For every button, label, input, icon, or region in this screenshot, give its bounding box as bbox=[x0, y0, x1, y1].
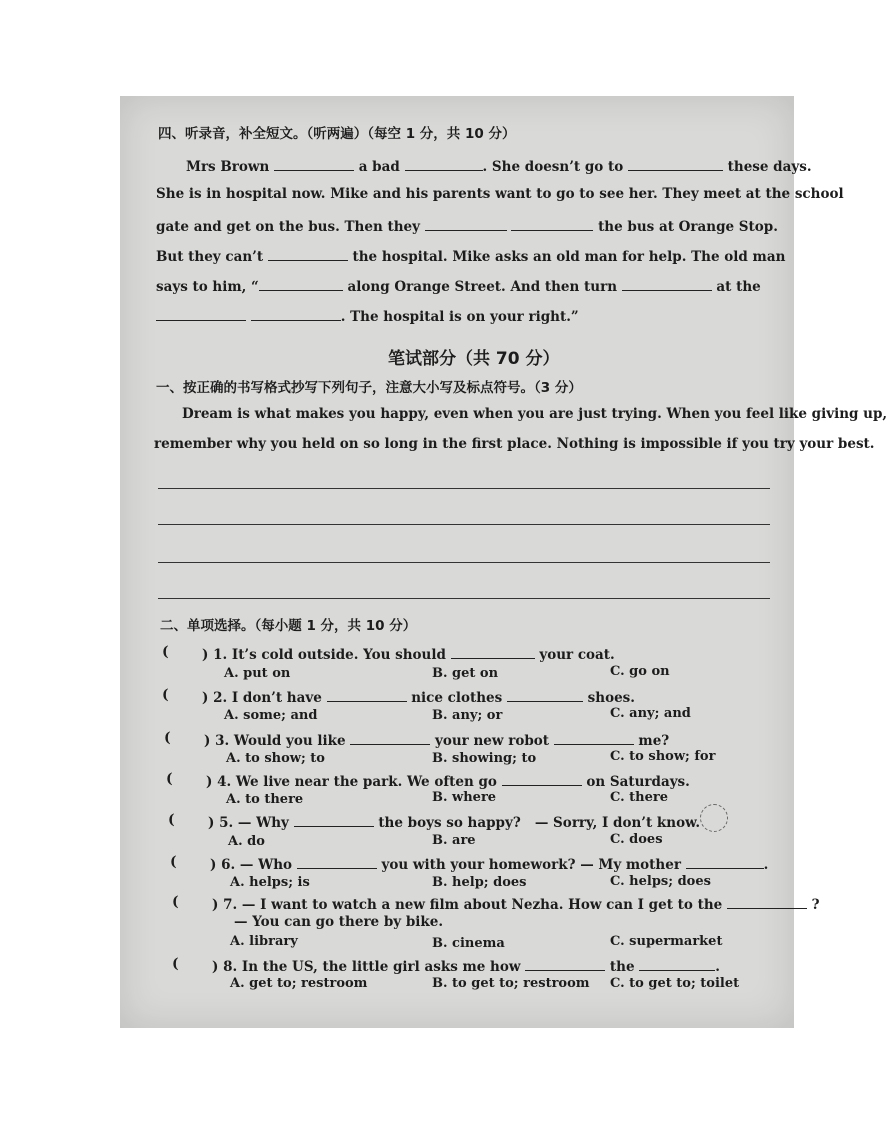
q8-option-a: A. get to; restroom bbox=[230, 976, 368, 991]
question-3: ) 3. Would you like your new robot me? bbox=[204, 730, 669, 749]
answer-blank bbox=[639, 956, 715, 971]
listening-line-6: . The hospital is on your right.” bbox=[156, 306, 579, 325]
answer-blank bbox=[451, 644, 535, 659]
q1-option-b: B. get on bbox=[432, 666, 499, 681]
q6-option-b: B. help; does bbox=[432, 875, 527, 890]
answer-blank bbox=[554, 730, 634, 745]
answer-blank[interactable] bbox=[405, 156, 483, 171]
listening-heading: 四、听录音，补全短文。（听两遍）（每空 1 分，共 10 分） bbox=[158, 126, 516, 142]
listening-line-2: She is in hospital now. Mike and his parents want to go to see her. They meet at the school bbox=[156, 186, 844, 202]
q2-option-c: C. any; and bbox=[610, 706, 691, 721]
answer-blank[interactable] bbox=[259, 276, 343, 291]
mc-heading: 二、单项选择。（每小题 1 分，共 10 分） bbox=[160, 618, 417, 634]
q8-option-c: C. to get to; toilet bbox=[610, 976, 740, 991]
q4-option-a: A. to there bbox=[226, 792, 304, 807]
answer-blank[interactable] bbox=[628, 156, 723, 171]
answer-blank[interactable] bbox=[622, 276, 712, 291]
q6-option-c: C. helps; does bbox=[610, 874, 711, 889]
question-1: ) 1. It’s cold outside. You should your coat. bbox=[202, 644, 615, 663]
q4-option-b: B. where bbox=[432, 790, 497, 805]
writing-line[interactable] bbox=[158, 562, 770, 563]
answer-paren[interactable]: ( bbox=[162, 644, 169, 660]
q3-option-b: B. showing; to bbox=[432, 751, 537, 766]
answer-blank[interactable] bbox=[268, 246, 348, 261]
q2-option-b: B. any; or bbox=[432, 708, 503, 723]
q4-option-c: C. there bbox=[610, 790, 669, 805]
q1-option-c: C. go on bbox=[610, 664, 670, 679]
q7-option-b: B. cinema bbox=[432, 936, 505, 951]
question-2: ) 2. I don’t have nice clothes shoes. bbox=[202, 687, 635, 706]
stamp-mark bbox=[700, 804, 728, 832]
question-6: ) 6. — Who you with your homework? — My mother . bbox=[210, 854, 768, 873]
answer-blank bbox=[502, 771, 582, 786]
writing-line[interactable] bbox=[158, 598, 770, 599]
answer-paren[interactable]: ( bbox=[172, 894, 179, 910]
answer-blank[interactable] bbox=[511, 216, 593, 231]
answer-blank bbox=[294, 812, 374, 827]
listening-line-3: gate and get on the bus. Then they the bus at Orange Stop. bbox=[156, 216, 778, 235]
q1-option-a: A. put on bbox=[224, 666, 291, 681]
q7-option-c: C. supermarket bbox=[610, 934, 723, 949]
q5-option-a: A. do bbox=[228, 834, 265, 849]
answer-blank bbox=[727, 894, 807, 909]
copy-sentence-line-1: Dream is what makes you happy, even when you are just trying. When you feel like giving up, bbox=[182, 406, 887, 422]
answer-blank bbox=[350, 730, 430, 745]
writing-line[interactable] bbox=[158, 524, 770, 525]
answer-blank bbox=[686, 854, 764, 869]
question-8: ) 8. In the US, the little girl asks me how the . bbox=[212, 956, 720, 975]
exam-sheet bbox=[120, 96, 887, 1028]
q5-option-c: C. does bbox=[610, 832, 663, 847]
answer-blank bbox=[297, 854, 377, 869]
copy-heading: 一、按正确的书写格式抄写下列句子，注意大小写及标点符号。（3 分） bbox=[156, 380, 582, 396]
written-section-title: 笔试部分（共 70 分） bbox=[388, 349, 560, 369]
answer-blank[interactable] bbox=[425, 216, 507, 231]
answer-blank[interactable] bbox=[156, 306, 246, 321]
listening-line-1: Mrs Brown a bad . She doesn’t go to these days. bbox=[186, 156, 812, 175]
answer-paren[interactable]: ( bbox=[172, 956, 179, 972]
answer-paren[interactable]: ( bbox=[164, 730, 171, 746]
answer-paren[interactable]: ( bbox=[162, 687, 169, 703]
answer-blank[interactable] bbox=[251, 306, 341, 321]
q7-option-a: A. library bbox=[230, 934, 298, 949]
answer-blank bbox=[507, 687, 583, 702]
question-7: ) 7. — I want to watch a new film about Nezha. How can I get to the ? bbox=[212, 894, 820, 913]
listening-line-4: But they can’t the hospital. Mike asks an old man for help. The old man bbox=[156, 246, 785, 265]
q3-option-a: A. to show; to bbox=[226, 751, 325, 766]
answer-paren[interactable]: ( bbox=[166, 771, 173, 787]
copy-sentence-line-2: remember why you held on so long in the first place. Nothing is impossible if you try your best. bbox=[154, 436, 875, 452]
listening-line-5: says to him, “ along Orange Street. And then turn at the bbox=[156, 276, 761, 295]
answer-blank bbox=[327, 687, 407, 702]
question-4: ) 4. We live near the park. We often go on Saturdays. bbox=[206, 771, 690, 790]
answer-blank[interactable] bbox=[274, 156, 354, 171]
answer-paren[interactable]: ( bbox=[170, 854, 177, 870]
q6-option-a: A. helps; is bbox=[230, 875, 310, 890]
q5-option-b: B. are bbox=[432, 833, 476, 848]
answer-blank bbox=[525, 956, 605, 971]
q8-option-b: B. to get to; restroom bbox=[432, 976, 590, 991]
q3-option-c: C. to show; for bbox=[610, 749, 716, 764]
question-5: ) 5. — Why the boys so happy? — Sorry, I don’t know. bbox=[208, 812, 700, 831]
answer-paren[interactable]: ( bbox=[168, 812, 175, 828]
question-7-reply: — You can go there by bike. bbox=[234, 914, 444, 930]
q2-option-a: A. some; and bbox=[224, 708, 318, 723]
writing-line[interactable] bbox=[158, 488, 770, 489]
